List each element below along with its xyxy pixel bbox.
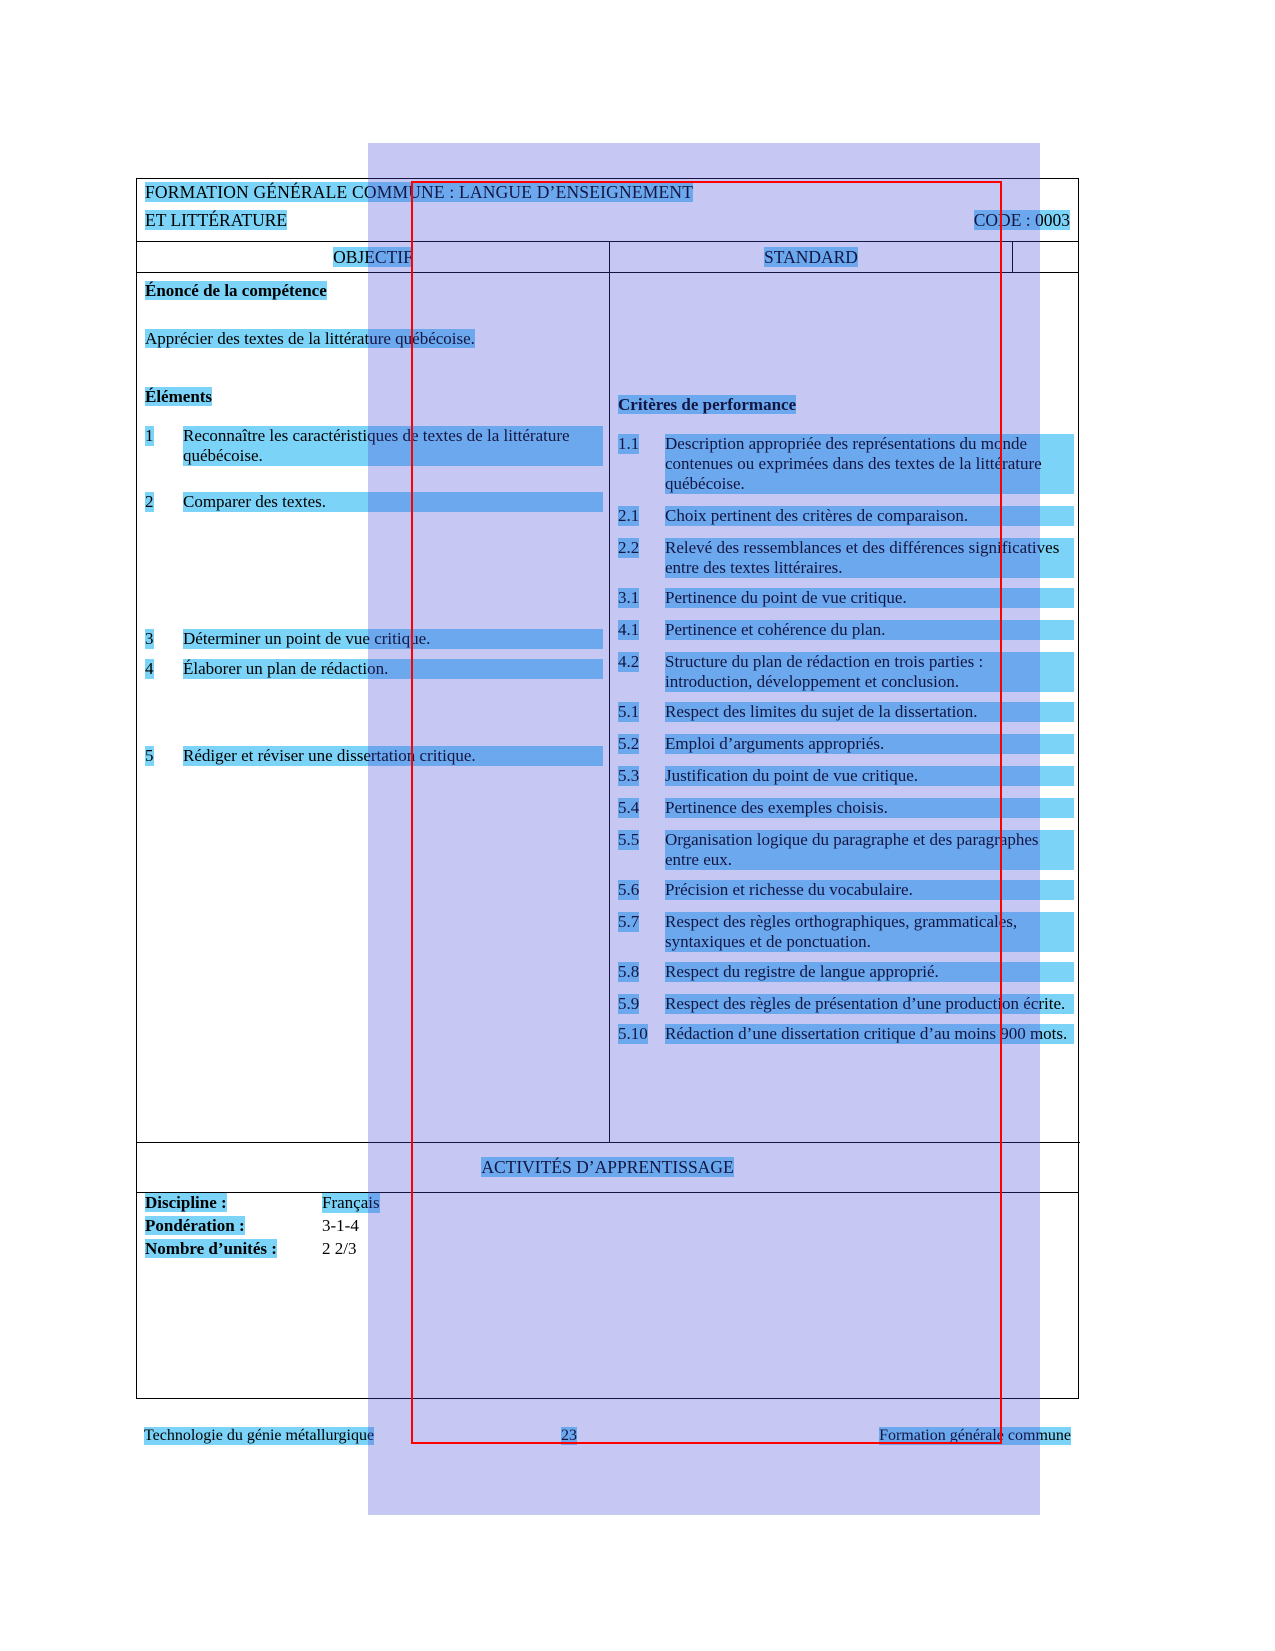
criterion-item [618,702,1074,722]
table-body [137,273,1078,1143]
criterion-number: 5.7 [618,912,640,931]
criterion-text: Respect des règles orthographiques, grammaticales, syntaxiques et de ponctuation. [665,912,1074,952]
column-header-objective: OBJECTIF [333,247,413,267]
criterion-item [618,912,1074,952]
criterion-item [618,962,1074,982]
elements-heading: Éléments [145,387,213,406]
element-number: 3 [145,629,154,648]
activities-heading-row [137,1143,1078,1193]
criterion-number: 5.4 [618,798,640,817]
criterion-number: 5.9 [618,994,640,1013]
criterion-item [618,994,1074,1014]
criterion-item [618,880,1074,900]
criterion-text: Structure du plan de rédaction en trois parties : introduction, développement et conclusion. [665,652,1074,692]
criterion-number: 5.10 [618,1024,648,1043]
activities-heading: ACTIVITÉS D’APPRENTISSAGE [481,1157,734,1177]
criterion-number: 1.1 [618,434,640,453]
criterion-item [618,766,1074,786]
discipline-label: Discipline : [145,1193,227,1212]
criterion-text: Respect des règles de présentation d’une production écrite. [665,994,1074,1014]
criterion-item [618,588,1074,608]
page-footer [136,1427,1079,1449]
table-column-headers [137,242,1078,273]
column-header-spacer [1013,242,1078,272]
criterion-text: Description appropriée des représentations du monde contenues ou exprimées dans des textes de la littérature québécoise. [665,434,1074,494]
element-item [145,659,603,679]
discipline-value: Français [322,1193,380,1212]
element-text: Déterminer un point de vue critique. [183,629,603,649]
criterion-text: Respect des limites du sujet de la dissertation. [665,702,1074,722]
criterion-text: Organisation logique du paragraphe et des paragraphes entre eux. [665,830,1074,870]
criterion-number: 2.1 [618,506,640,525]
criterion-text: Relevé des ressemblances et des différences significatives entre des textes littéraires. [665,538,1074,578]
ponderation-value: 3-1-4 [322,1216,359,1235]
criterion-item [618,1024,1074,1044]
criterion-item [618,798,1074,818]
column-header-standard: STANDARD [609,242,1013,272]
criterion-number: 5.5 [618,830,640,849]
criterion-text: Emploi d’arguments appropriés. [665,734,1074,754]
criterion-number: 5.8 [618,962,640,981]
criterion-item [618,434,1074,494]
element-item [145,629,603,649]
competency-heading: Énoncé de la compétence [145,281,327,300]
criterion-number: 5.6 [618,880,640,899]
criterion-text: Choix pertinent des critères de comparaison. [665,506,1074,526]
criterion-number: 4.1 [618,620,640,639]
criterion-item [618,620,1074,640]
criterion-item [618,830,1074,870]
element-item [145,746,603,766]
criterion-item [618,734,1074,754]
criterion-text: Précision et richesse du vocabulaire. [665,880,1074,900]
criterion-number: 4.2 [618,652,640,671]
footer-left-text: Technologie du génie métallurgique [144,1427,375,1444]
element-number: 4 [145,659,154,678]
info-row-units [137,1239,1078,1262]
criterion-item [618,506,1074,526]
criterion-item [618,538,1074,578]
competency-text: Apprécier des textes de la littérature québécoise. [145,329,475,348]
ponderation-label: Pondération : [145,1216,245,1235]
criterion-text: Rédaction d’une dissertation critique d’au moins 900 mots. [665,1024,1074,1044]
criterion-text: Pertinence et cohérence du plan. [665,620,1074,640]
criteria-heading: Critères de performance [618,395,797,414]
element-item [145,492,603,512]
document-page [136,178,1079,1399]
element-text: Rédiger et réviser une dissertation critique. [183,746,603,766]
header-title-line1: FORMATION GÉNÉRALE COMMUNE : LANGUE D’ENSEIGNEMENT [145,182,694,202]
criterion-text: Justification du point de vue critique. [665,766,1074,786]
criterion-number: 5.1 [618,702,640,721]
criterion-number: 5.2 [618,734,640,753]
footer-page-number: 23 [561,1427,577,1444]
criterion-text: Pertinence du point de vue critique. [665,588,1074,608]
course-info-block [137,1193,1078,1399]
header-title-line2: ET LITTÉRATURE [145,210,288,230]
units-label: Nombre d’unités : [145,1239,277,1258]
element-item [145,426,603,466]
criterion-text: Pertinence des exemples choisis. [665,798,1074,818]
header-code: CODE : 0003 [973,210,1070,230]
criterion-item [618,652,1074,692]
criterion-number: 3.1 [618,588,640,607]
element-text: Comparer des textes. [183,492,603,512]
element-number: 1 [145,426,154,445]
criterion-number: 2.2 [618,538,640,557]
objective-column [137,273,609,1143]
document-header [137,179,1078,242]
element-text: Élaborer un plan de rédaction. [183,659,603,679]
criterion-number: 5.3 [618,766,640,785]
units-value: 2 2/3 [322,1239,357,1258]
info-row-ponderation [137,1216,1078,1239]
element-text: Reconnaître les caractéristiques de textes de la littérature québécoise. [183,426,603,466]
criterion-text: Respect du registre de langue approprié. [665,962,1074,982]
info-row-discipline [137,1193,1078,1216]
element-number: 5 [145,746,154,765]
element-number: 2 [145,492,154,511]
footer-right-text: Formation générale commune [879,1427,1071,1444]
standard-column [609,273,1080,1143]
